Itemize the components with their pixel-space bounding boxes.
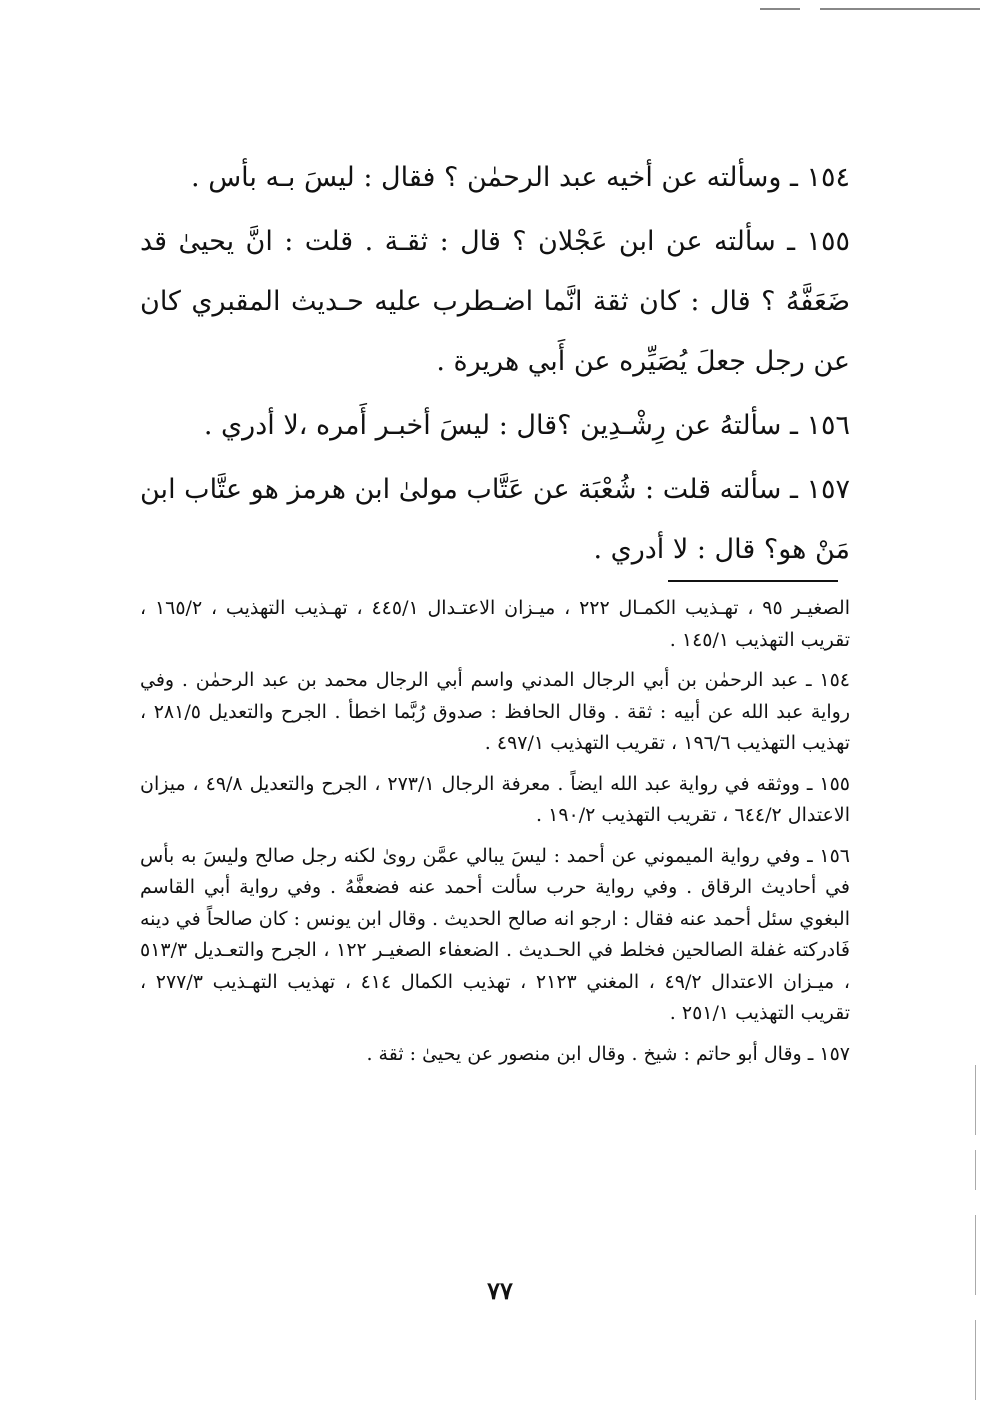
- main-text: [140, 148, 850, 584]
- margin-mark: [975, 1065, 976, 1135]
- footnotes: [140, 593, 850, 1079]
- entry-154: ١٥٤ ـ وسألته عن أخيه عبد الرحمٰن ؟ فقال : ليسَ بـه بأس .: [191, 162, 850, 193]
- entry-156: ١٥٦ ـ سألتهُ عن رِشْـدِين ؟قال : ليسَ أخبـر أَمره ،لا أدري .: [203, 410, 850, 441]
- margin-mark: [975, 1150, 976, 1190]
- entry-157: ١٥٧ ـ سألته قلت : شُعْبَة عن عَتَّاب مولىٰ ابن هرمز هو عتَّاب ابن مَنْ هو؟ قال : لا أدري .: [140, 474, 850, 565]
- footnote-155: ١٥٥ ـ ووثقه في رواية عبد الله ايضاً . معرفة الرجال ٢٧٣/١ ، الجرح والتعديل ٤٩/٨ ، ميزان الاعتدال ٦٤٤/٢ ، تقريب التهذيب ١٩٠/٢ .: [140, 772, 850, 826]
- footnote-156: ١٥٦ ـ وفي رواية الميموني عن أحمد : ليسَ يبالي عمَّن روىٰ لكنه رجل صالح وليسَ به بأس في أحاديث الرقاق . وفي رواية حرب سألت أحمد عنه فضعفَّهُ . وفي رواية أبي القاسم البغوي سئل أحمد عنه فقال : ارجو انه صالح الحديث . وقال ابن يونس : كان صالحاً في دينه فَادركته غفلة الصالحين فخلط في الحـديث . الضعفاء الصغيـر ١٢٢ ، الجرح والتعـديل ٥١٣/٣ ، ميـزان الاعتدال ٤٩/٢ ، المغني ٢١٢٣ ، تهذيب الكمال ٤١٤ ، تهذيب التهـذيب ٢٧٧/٣ ، تقريب التهذيب ٢٥١/١ .: [140, 844, 850, 1024]
- footnote-154: ١٥٤ ـ عبد الرحمٰن بن أبي الرجال المدني واسم أبي الرجال محمد بن عبد الرحمٰن . وفي رواية عبد الله عن أبيه : ثقة . وقال الحافظ : صدوق رُبَّما اخطأ . الجرح والتعديل ٢٨١/٥ ، تهذيب التهذيب ١٩٦/٦ ، تقريب التهذيب ٤٩٧/١ .: [140, 669, 851, 754]
- entry-155: ١٥٥ ـ سألته عن ابن عَجْلان ؟ قال : ثقـة . قلت : انَّ يحيىٰ قد ضَعَفَّهُ ؟ قال : كان ثقة انَّما اضـطرب عليه حـديث المقبري كان عن رجل جعلَ يُصَيِّره عن أَبي هريرة .: [140, 226, 850, 377]
- top-rule: [760, 8, 800, 10]
- top-rule: [820, 8, 980, 10]
- page-number: ٧٧: [487, 1276, 513, 1305]
- footnote-continuation: الصغيـر ٩٥ ، تهـذيب الكمـال ٢٢٢ ، ميـزان الاعتـدال ٤٤٥/١ ، تهـذيب التهذيب ، ١٦٥/٢ ، تقريب التهذيب ١٤٥/١ .: [140, 597, 850, 651]
- margin-mark: [975, 1320, 976, 1400]
- footnote-separator: [668, 580, 838, 582]
- margin-mark: [975, 1215, 976, 1295]
- footnote-157: ١٥٧ ـ وقال أبو حاتم : شيخ . وقال ابن منصور عن يحيىٰ : ثقة .: [366, 1042, 850, 1065]
